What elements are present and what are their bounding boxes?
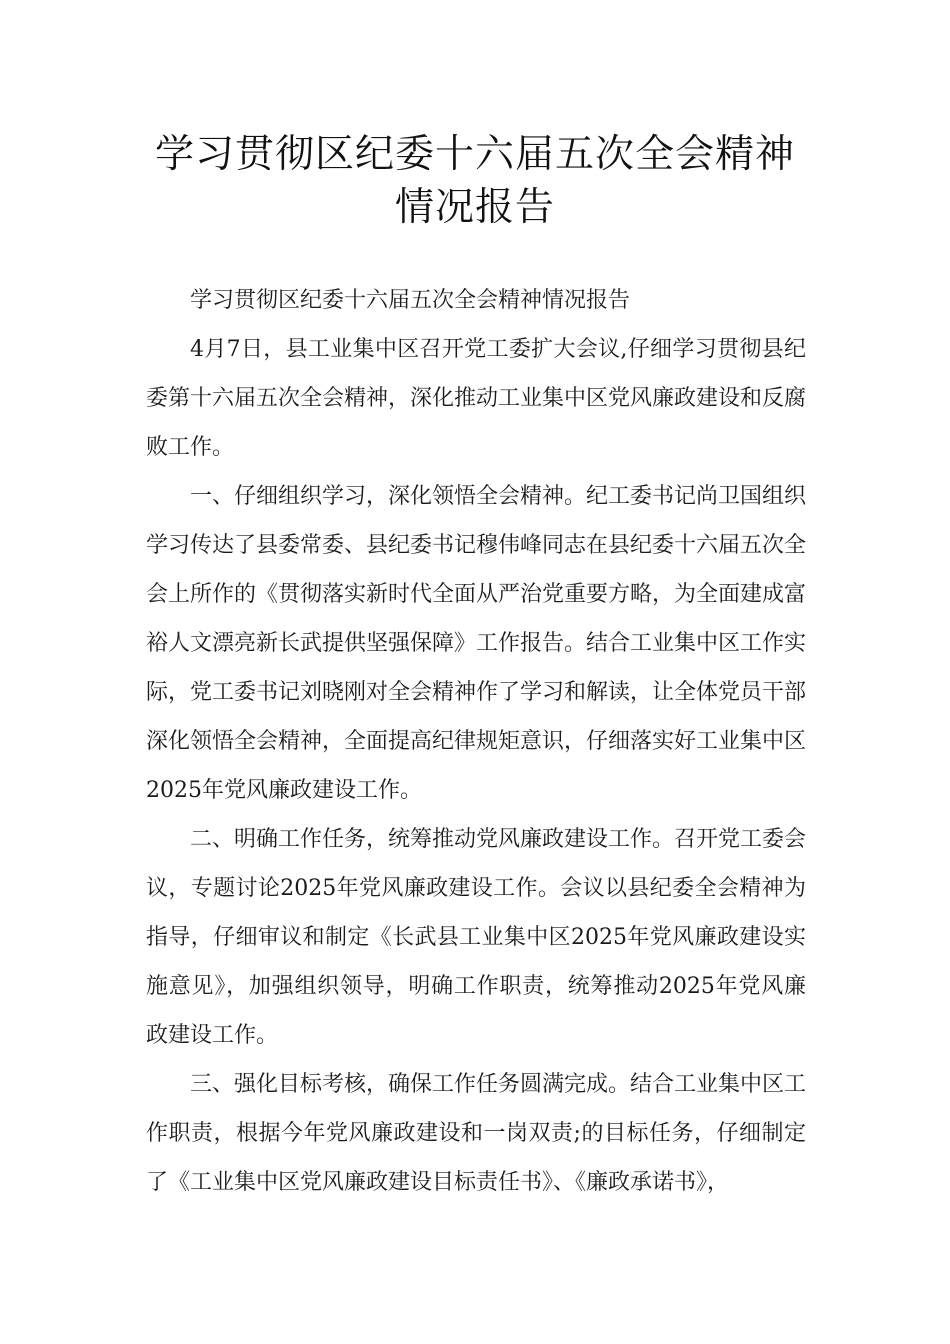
body-paragraph-subtitle: 学习贯彻区纪委十六届五次全会精神情况报告 <box>190 288 631 313</box>
body-paragraph-intro: 4月7日，县工业集中区召开党工委扩大会议,仔细学习贯彻县纪委第十六届五次全会精神，深化推动工业集中区党风廉政建设和反腐败工作。 <box>146 337 807 460</box>
body-paragraph-section-2: 二、明确工作任务，统筹推动党风廉政建设工作。召开党工委会议，专题讨论2025年党风廉政建设工作。会议以县纪委全会精神为指导，仔细审议和制定《长武县工业集中区2025年党风廉政建设实施意见》，加强组织领导，明确工作职责，统筹推动2025年党风廉政建设工作。 <box>146 827 807 1048</box>
document-body <box>146 276 806 1207</box>
document-title: 学习贯彻区纪委十六届五次全会精神情况报告 <box>154 132 795 230</box>
body-paragraph-section-1: 一、仔细组织学习，深化领悟全会精神。纪工委书记尚卫国组织学习传达了县委常委、县纪委书记穆伟峰同志在县纪委十六届五次全会上所作的《贯彻落实新时代全面从严治党重要方略，为全面建成富裕人文漂亮新长武提供坚强保障》工作报告。结合工业集中区工作实际，党工委书记刘晓刚对全会精神作了学习和解读，让全体党员干部深化领悟全会精神，全面提高纪律规矩意识，仔细落实好工业集中区2025年党风廉政建设工作。 <box>146 484 807 803</box>
body-paragraph-section-3: 三、强化目标考核，确保工作任务圆满完成。结合工业集中区工作职责，根据今年党风廉政建设和一岗双责;的目标任务，仔细制定了《工业集中区党风廉政建设目标责任书》、《廉政承诺书》， <box>146 1072 807 1195</box>
